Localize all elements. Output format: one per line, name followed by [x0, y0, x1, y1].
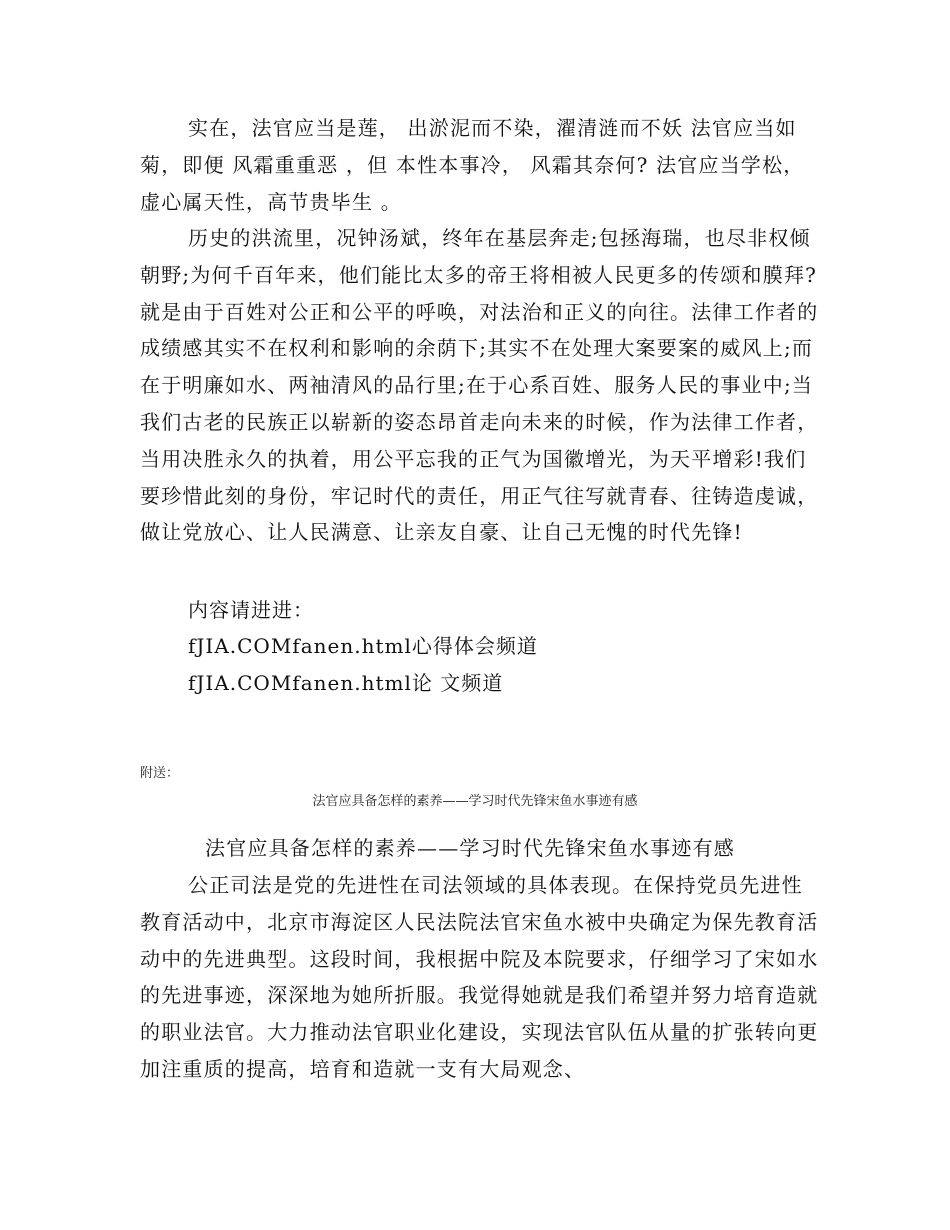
- paragraph-history: 历史的洪流里，况钟汤斌，终年在基层奔走;包拯海瑞，也尽非权倾朝野;为何千百年来，他们能比太多的帝王将相被人民更多的传颂和膜拜?就是由于百姓对公正和公平的呼唤，对法治和正义的向往。法律工作者的成绩感其实不在权利和影响的余荫下;其实不在处理大案要案的威风上;而在于明廉如水、两袖清风的品行里;在于心系百姓、服务人民的事业中;当我们古老的民族正以崭新的姿态昂首走向未来的时候，作为法律工作者，当用决胜永久的执着，用公平忘我的正气为国徽增光，为天平增彩!我们要珍惜此刻的身份，牢记时代的责任，用正气往写就青春、往铸造虔诚，做让党放心、让人民满意、让亲友自豪、让自己无愧的时代先锋!: [140, 226, 819, 545]
- article-heading: 法官应具备怎样的素养——学习时代先锋宋鱼水事迹有感: [205, 836, 735, 860]
- link-essay-channel[interactable]: fJIA.COMfanen.html论 文频道: [188, 671, 504, 695]
- appendix-label: 附送：: [140, 766, 180, 781]
- link-experience-channel[interactable]: fJIA.COMfanen.html心得体会频道: [188, 634, 538, 658]
- appendix-subtitle: 法官应具备怎样的素养——学习时代先锋宋鱼水事迹有感: [312, 794, 638, 809]
- article-body: 公正司法是党的先进性在司法领域的具体表现。在保持党员先进性教育活动中，北京市海淀区人民法院法官宋鱼水被中央确定为保先教育活动中的先进典型。这段时间，我根据中院及本院要求，仔细学习了宋如水的先进事迹，深深地为她所折服。我觉得她就是我们希望并努力培育造就的职业法官。大力推动法官职业化建设，实现法官队伍从量的扩张转向更加注重质的提高，培育和造就一支有大局观念、: [140, 873, 819, 1081]
- more-content-label: 内容请进进：: [188, 598, 314, 622]
- paragraph-lotus-chrysanthemum-pine: 实在，法官应当是莲， 出淤泥而不染，濯清涟而不妖 法官应当如菊，即便 风霜重重恶 ，但 本性本事冷， 风霜其奈何? 法官应当学松， 虚心属天性，高节贵毕生 。: [140, 116, 805, 214]
